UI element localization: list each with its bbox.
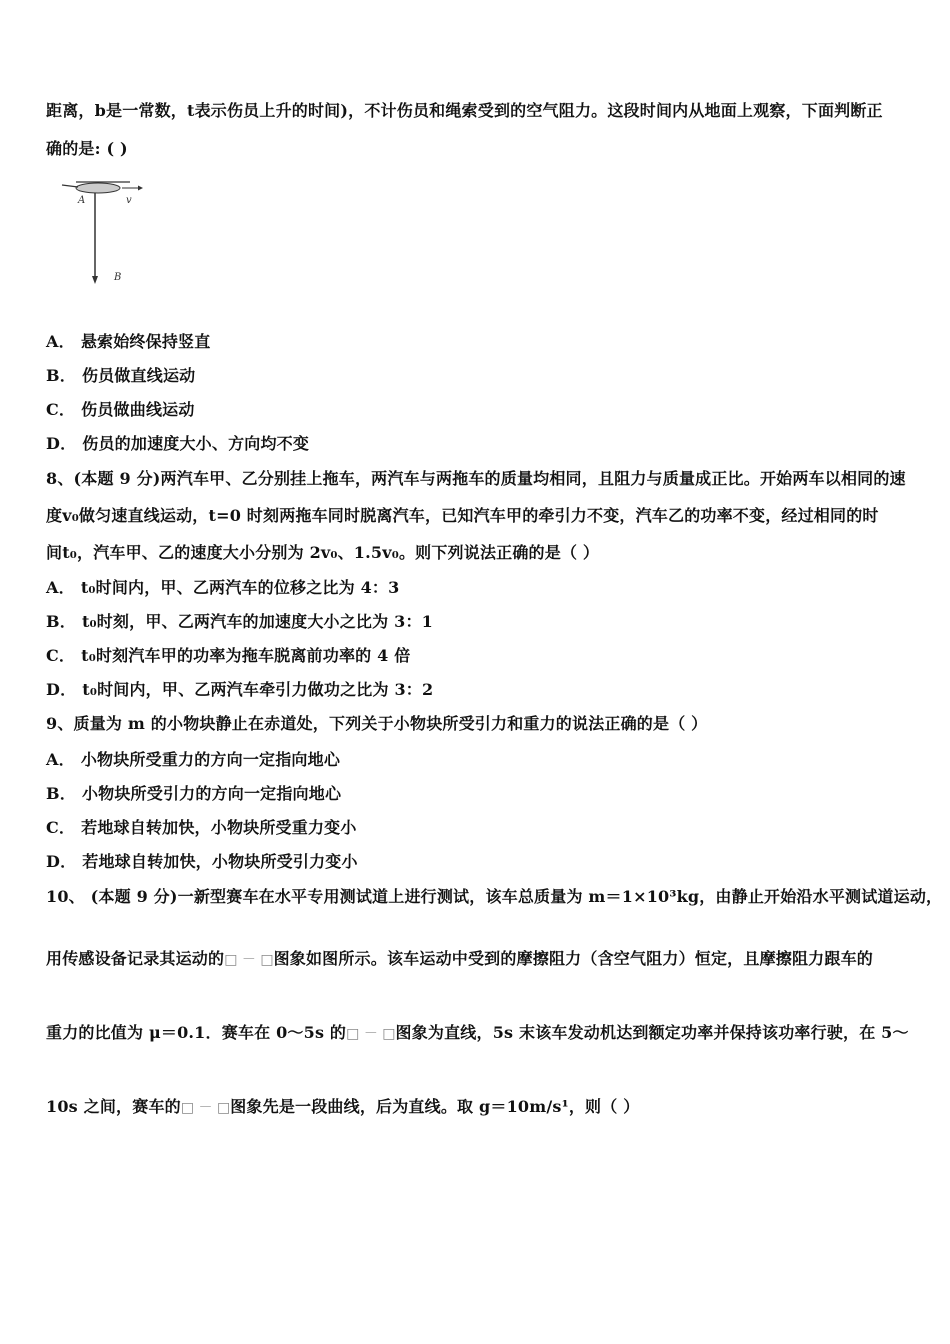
q9-option-c [46, 817, 920, 839]
option-text: 小物块所受引力的方向一定指向地心 [81, 784, 342, 803]
label-a: A [78, 195, 86, 206]
q8-stem-line-1: 8、(本题 9 分)两汽车甲、乙分别挂上拖车，两汽车与两拖车的质量均相同，且阻力与质量成正比。开始两车以相同的速 [46, 469, 906, 488]
label-v: v [126, 195, 132, 206]
q8-option-d [46, 679, 920, 701]
q8-option-c [46, 645, 920, 667]
missing-image-placeholder: □ － □ [224, 952, 274, 968]
q8-option-a [46, 577, 920, 599]
option-text: 伤员做直线运动 [81, 366, 196, 385]
q8-stem-line-3: 间t₀，汽车甲、乙的速度大小分别为 2v₀、1.5v₀。则下列说法正确的是（ ） [46, 543, 600, 562]
q8-stem-line-2: 度v₀做匀速直线运动，t=0 时刻两拖车同时脱离汽车，已知汽车甲的牵引力不变，汽车乙的功率不变，经过相同的时 [46, 506, 879, 525]
option-label: B． [46, 366, 76, 385]
missing-image-placeholder: □ － □ [346, 1026, 396, 1042]
helicopter-icon [62, 182, 130, 193]
option-label: A． [46, 750, 75, 769]
option-label: C． [46, 646, 76, 665]
option-label: B． [46, 784, 76, 803]
q8-option-b [46, 611, 920, 633]
text-segment: 图象先是一段曲线，后为直线。取 g＝10m/s¹，则（ ） [230, 1097, 640, 1116]
option-label: A． [46, 578, 75, 597]
option-text: 伤员的加速度大小、方向均不变 [82, 434, 310, 453]
q9-option-d [46, 851, 920, 873]
text-segment: 10s 之间，赛车的 [46, 1097, 181, 1116]
option-label: D． [46, 434, 77, 453]
intro-line-2: 确的是: ( ) [46, 139, 128, 158]
label-b: B [114, 272, 122, 283]
q7-option-c [46, 399, 920, 421]
option-label: D． [46, 852, 77, 871]
option-text: 若地球自转加快，小物块所受重力变小 [81, 818, 357, 837]
q10-stem-line-4 [46, 1096, 920, 1119]
option-text: t₀时间内，甲、乙两汽车的位移之比为 4：3 [80, 578, 400, 597]
helicopter-figure [58, 172, 158, 292]
option-text: t₀时刻汽车甲的功率为拖车脱离前功率的 4 倍 [81, 646, 411, 665]
intro-line-1: 距离，b是一常数，t表示伤员上升的时间)，不计伤员和绳索受到的空气阻力。这段时间内从地面上观察，下面判断正 [46, 101, 883, 120]
text-segment: 图象如图所示。该车运动中受到的摩擦阻力（含空气阻力）恒定，且摩擦阻力跟车的 [273, 949, 873, 968]
option-text: t₀时刻，甲、乙两汽车的加速度大小之比为 3：1 [81, 612, 433, 631]
q9-option-a [46, 749, 920, 771]
option-text: 悬索始终保持竖直 [80, 332, 211, 351]
q9-stem: 9、质量为 m 的小物块静止在赤道处，下列关于小物块所受引力和重力的说法正确的是（ ） [46, 714, 708, 733]
text-segment: 图象为直线，5s 末该车发动机达到额定功率并保持该功率行驶，在 5～ [395, 1023, 909, 1042]
q10-stem-line-1: 10、 (本题 9 分)一新型赛车在水平专用测试道上进行测试，该车总质量为 m＝1×10³kg，由静止开始沿水平测试道运动， [46, 887, 943, 906]
q7-option-d [46, 433, 920, 455]
option-label: D． [46, 680, 77, 699]
option-label: C． [46, 818, 76, 837]
q9-option-b [46, 783, 920, 805]
text-segment: 重力的比值为 μ＝0.1．赛车在 0～5s 的 [46, 1023, 347, 1042]
q10-stem-line-3 [46, 1022, 920, 1045]
text-segment: 用传感设备记录其运动的 [46, 949, 225, 968]
option-label: C． [46, 400, 76, 419]
q7-option-b [46, 365, 920, 387]
q7-option-a [46, 331, 920, 353]
missing-image-placeholder: □ － □ [180, 1100, 231, 1116]
q10-stem-line-2 [46, 948, 920, 971]
option-label: B． [46, 612, 76, 631]
option-text: t₀时间内，甲、乙两汽车牵引力做功之比为 3：2 [82, 680, 434, 699]
option-text: 若地球自转加快，小物块所受引力变小 [82, 852, 358, 871]
option-text: 伤员做曲线运动 [81, 400, 195, 419]
option-label: A． [46, 332, 75, 351]
option-text: 小物块所受重力的方向一定指向地心 [80, 750, 341, 769]
